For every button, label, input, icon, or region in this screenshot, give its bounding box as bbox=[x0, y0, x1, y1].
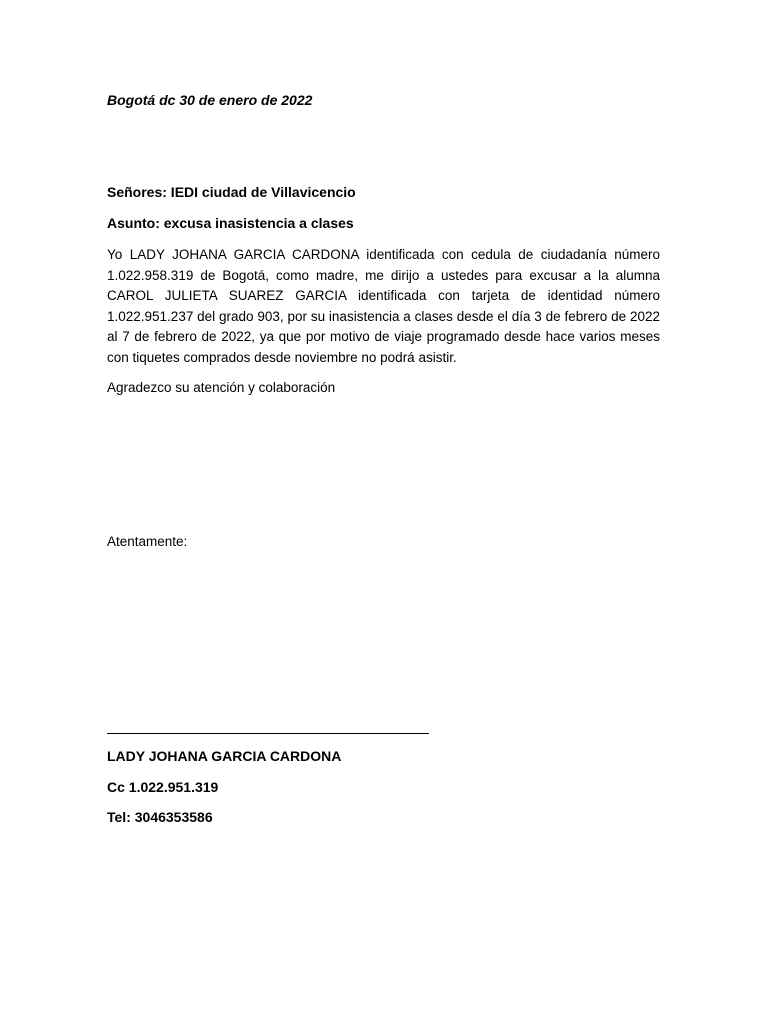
letter-subject: Asunto: excusa inasistencia a clases bbox=[107, 215, 354, 231]
signer-name: LADY JOHANA GARCIA CARDONA bbox=[107, 748, 342, 764]
letter-closing: Atentamente: bbox=[107, 534, 188, 549]
signature-line bbox=[107, 733, 429, 734]
signer-phone: Tel: 3046353586 bbox=[107, 809, 213, 825]
letter-recipient: Señores: IEDI ciudad de Villavicencio bbox=[107, 184, 356, 200]
letter-body: Yo LADY JOHANA GARCIA CARDONA identificada con cedula de ciudadanía número 1.022.958.319 de Bogotá, como madre, me dirijo a ustedes para excusar a la alumna CAROL JULIETA SUAREZ GARCIA identificada con tarjeta de identidad número 1.022.951.237 del grado 903, por su inasistencia a clases desde el día 3 de febrero de 2022 al 7 de febrero de 2022, ya que por motivo de viaje programado desde hace varios meses con tiquetes comprados desde noviembre no podrá asistir. bbox=[107, 247, 660, 365]
signer-id: Cc 1.022.951.319 bbox=[107, 779, 219, 795]
letter-date: Bogotá dc 30 de enero de 2022 bbox=[107, 92, 313, 108]
letter-thanks: Agradezco su atención y colaboración bbox=[107, 380, 336, 395]
